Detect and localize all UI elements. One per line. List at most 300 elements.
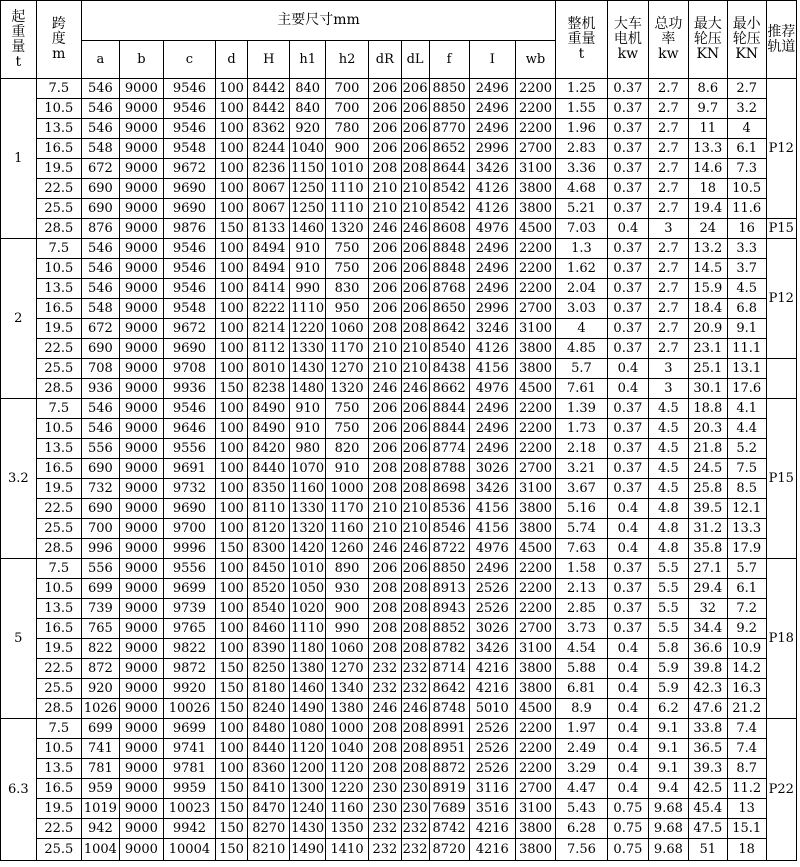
table-cell: 780: [325, 119, 368, 139]
table-row: [1, 579, 797, 599]
table-cell: 2.7: [648, 139, 688, 159]
table-cell: 8442: [248, 99, 290, 119]
table-cell: 210: [401, 519, 429, 539]
table-cell: 19.5: [36, 319, 81, 339]
table-cell: 3026: [469, 619, 515, 639]
table-cell: 16.5: [36, 299, 81, 319]
table-cell: 10004: [164, 839, 216, 861]
table-cell: 5.5: [648, 599, 688, 619]
table-cell: 8.7: [727, 759, 766, 779]
table-cell: 100: [215, 419, 247, 439]
table-cell: 7.3: [727, 159, 766, 179]
table-cell: 2996: [469, 139, 515, 159]
table-cell: 9546: [164, 119, 216, 139]
dim-col-f: f: [429, 41, 469, 79]
table-cell: 8844: [429, 419, 469, 439]
table-cell: 100: [215, 199, 247, 219]
table-cell: 6.8: [727, 299, 766, 319]
table-cell: 3026: [469, 459, 515, 479]
table-cell: 9.1: [648, 739, 688, 759]
table-cell: 1.97: [556, 719, 608, 739]
table-cell: 0.37: [607, 279, 648, 299]
table-cell: 1160: [290, 479, 326, 499]
table-cell: 750: [325, 419, 368, 439]
table-cell: 2.7: [648, 339, 688, 359]
table-cell: 2.7: [648, 259, 688, 279]
table-cell: 9741: [164, 739, 216, 759]
table-cell: 700: [81, 519, 119, 539]
table-cell: 9000: [119, 139, 163, 159]
table-cell: 9000: [119, 499, 163, 519]
table-row: [1, 259, 797, 279]
table-cell: 9000: [119, 759, 163, 779]
table-cell: 210: [369, 499, 401, 519]
table-cell: 2.7: [648, 179, 688, 199]
table-cell: 9.68: [648, 799, 688, 819]
table-cell: 1.39: [556, 399, 608, 419]
table-cell: 9.1: [648, 719, 688, 739]
table-cell: 1380: [290, 659, 326, 679]
spec-table-body: [1, 79, 797, 861]
table-cell: 548: [81, 299, 119, 319]
table-cell: 7.5: [36, 719, 81, 739]
table-cell: 100: [215, 559, 247, 579]
table-cell: 4976: [469, 379, 515, 399]
table-row: [1, 119, 797, 139]
table-cell: 890: [325, 559, 368, 579]
table-cell: 8850: [429, 79, 469, 99]
table-cell: 21.2: [727, 699, 766, 719]
table-cell: 546: [81, 99, 119, 119]
table-cell: 840: [290, 99, 326, 119]
table-cell: 8852: [429, 619, 469, 639]
table-cell: 232: [401, 839, 429, 861]
table-cell: 1.58: [556, 559, 608, 579]
table-cell: 990: [325, 619, 368, 639]
table-row: [1, 699, 797, 719]
table-cell: 739: [81, 599, 119, 619]
rail-cell: P18: [766, 559, 796, 719]
table-cell: 3800: [515, 339, 555, 359]
table-cell: 9000: [119, 179, 163, 199]
table-cell: 20.3: [688, 419, 727, 439]
table-cell: 2.7: [727, 79, 766, 99]
table-cell: 4.5: [727, 279, 766, 299]
table-cell: 1020: [290, 599, 326, 619]
table-cell: 2526: [469, 599, 515, 619]
table-cell: 7689: [429, 799, 469, 819]
table-cell: 10.5: [727, 179, 766, 199]
table-cell: 24: [688, 219, 727, 239]
table-cell: 2200: [515, 599, 555, 619]
table-row: [1, 399, 797, 419]
table-cell: 1.96: [556, 119, 608, 139]
rail-cell: [766, 359, 796, 399]
table-cell: 2700: [515, 779, 555, 799]
table-cell: 100: [215, 159, 247, 179]
table-cell: 1.55: [556, 99, 608, 119]
table-cell: 8490: [248, 399, 290, 419]
table-cell: 3426: [469, 479, 515, 499]
table-cell: 206: [369, 419, 401, 439]
table-cell: 208: [401, 639, 429, 659]
table-cell: 3100: [515, 639, 555, 659]
table-cell: 3.67: [556, 479, 608, 499]
table-row: [1, 619, 797, 639]
table-cell: 9996: [164, 539, 216, 559]
table-cell: 8540: [248, 599, 290, 619]
table-cell: 750: [325, 399, 368, 419]
table-cell: 51: [688, 839, 727, 861]
table-cell: 4216: [469, 819, 515, 839]
table-cell: 206: [401, 279, 429, 299]
table-cell: 1170: [325, 499, 368, 519]
table-cell: 208: [401, 739, 429, 759]
table-cell: 3800: [515, 659, 555, 679]
table-cell: 8774: [429, 439, 469, 459]
table-cell: 13.5: [36, 599, 81, 619]
table-cell: 750: [325, 239, 368, 259]
table-cell: 0.37: [607, 119, 648, 139]
dim-col-b: b: [119, 41, 163, 79]
table-cell: 1120: [290, 739, 326, 759]
table-cell: 1170: [325, 339, 368, 359]
table-cell: 8642: [429, 319, 469, 339]
table-cell: 840: [290, 79, 326, 99]
table-cell: 1490: [290, 699, 326, 719]
table-cell: 8788: [429, 459, 469, 479]
table-cell: 8850: [429, 99, 469, 119]
table-cell: 232: [369, 839, 401, 861]
table-cell: 546: [81, 419, 119, 439]
table-cell: 9.2: [727, 619, 766, 639]
table-cell: 206: [401, 239, 429, 259]
table-cell: 150: [215, 799, 247, 819]
table-cell: 1300: [290, 779, 326, 799]
motor-header: 大车 电机 kw: [607, 1, 648, 79]
table-cell: 8848: [429, 239, 469, 259]
table-cell: 1040: [325, 739, 368, 759]
table-cell: 8642: [429, 679, 469, 699]
table-cell: 22.5: [36, 339, 81, 359]
table-cell: 8.6: [688, 79, 727, 99]
table-cell: 100: [215, 79, 247, 99]
table-cell: 4126: [469, 339, 515, 359]
table-cell: 3516: [469, 799, 515, 819]
table-cell: 4.47: [556, 779, 608, 799]
table-cell: 0.4: [607, 779, 648, 799]
table-cell: 16.5: [36, 779, 81, 799]
table-cell: 39.5: [688, 499, 727, 519]
table-cell: 0.37: [607, 339, 648, 359]
table-cell: 8720: [429, 839, 469, 861]
table-cell: 25.5: [36, 679, 81, 699]
table-cell: 2496: [469, 259, 515, 279]
table-cell: 0.4: [607, 219, 648, 239]
table-cell: 10.5: [36, 259, 81, 279]
table-cell: 15.1: [727, 819, 766, 839]
table-cell: 4976: [469, 219, 515, 239]
table-row: [1, 839, 797, 861]
table-cell: 9672: [164, 319, 216, 339]
table-cell: 208: [401, 759, 429, 779]
table-cell: 25.8: [688, 479, 727, 499]
table-cell: 9000: [119, 239, 163, 259]
table-cell: 208: [369, 319, 401, 339]
table-cell: 1004: [81, 839, 119, 861]
table-cell: 8442: [248, 79, 290, 99]
table-cell: 2496: [469, 399, 515, 419]
table-cell: 13.5: [36, 759, 81, 779]
table-cell: 208: [401, 619, 429, 639]
table-cell: 22.5: [36, 819, 81, 839]
table-cell: 3800: [515, 199, 555, 219]
table-cell: 8238: [248, 379, 290, 399]
table-cell: 18.8: [688, 399, 727, 419]
table-cell: 0.37: [607, 439, 648, 459]
table-cell: 150: [215, 379, 247, 399]
table-cell: 206: [369, 299, 401, 319]
table-cell: 8540: [429, 339, 469, 359]
table-cell: 2.49: [556, 739, 608, 759]
table-cell: 2200: [515, 739, 555, 759]
table-cell: 208: [369, 639, 401, 659]
table-cell: 22.5: [36, 659, 81, 679]
table-cell: 5.43: [556, 799, 608, 819]
table-cell: 9000: [119, 539, 163, 559]
table-cell: 741: [81, 739, 119, 759]
table-cell: 9690: [164, 199, 216, 219]
table-cell: 1110: [325, 179, 368, 199]
table-cell: 3100: [515, 319, 555, 339]
table-cell: 4976: [469, 539, 515, 559]
table-cell: 942: [81, 819, 119, 839]
table-cell: 210: [369, 179, 401, 199]
table-cell: 210: [401, 359, 429, 379]
table-cell: 732: [81, 479, 119, 499]
table-cell: 990: [290, 279, 326, 299]
table-cell: 9708: [164, 359, 216, 379]
table-cell: 700: [325, 99, 368, 119]
table-cell: 0.37: [607, 259, 648, 279]
table-cell: 16: [727, 219, 766, 239]
table-cell: 2496: [469, 119, 515, 139]
table-cell: 208: [401, 599, 429, 619]
table-cell: 206: [401, 99, 429, 119]
table-cell: 1410: [325, 839, 368, 861]
table-cell: 100: [215, 359, 247, 379]
table-cell: 9000: [119, 379, 163, 399]
table-cell: 9646: [164, 419, 216, 439]
table-cell: 246: [401, 379, 429, 399]
table-cell: 10.9: [727, 639, 766, 659]
table-cell: 21.8: [688, 439, 727, 459]
table-cell: 0.4: [607, 759, 648, 779]
table-cell: 8650: [429, 299, 469, 319]
table-cell: 10.5: [36, 99, 81, 119]
table-cell: 8440: [248, 739, 290, 759]
table-cell: 19.4: [688, 199, 727, 219]
table-cell: 9920: [164, 679, 216, 699]
table-cell: 1050: [290, 579, 326, 599]
table-cell: 546: [81, 239, 119, 259]
capacity-cell: 5: [1, 559, 37, 719]
table-row: [1, 279, 797, 299]
table-cell: 4500: [515, 539, 555, 559]
table-cell: 18: [727, 839, 766, 861]
table-row: [1, 539, 797, 559]
table-cell: 0.4: [607, 499, 648, 519]
table-cell: 9.4: [648, 779, 688, 799]
table-cell: 8490: [248, 419, 290, 439]
table-cell: 9876: [164, 219, 216, 239]
table-cell: 2200: [515, 719, 555, 739]
table-cell: 8872: [429, 759, 469, 779]
table-cell: 9690: [164, 499, 216, 519]
table-cell: 1.3: [556, 239, 608, 259]
table-cell: 2.7: [648, 239, 688, 259]
table-cell: 100: [215, 399, 247, 419]
table-cell: 0.37: [607, 419, 648, 439]
table-row: [1, 739, 797, 759]
table-cell: 206: [369, 559, 401, 579]
table-cell: 42.3: [688, 679, 727, 699]
table-cell: 232: [369, 679, 401, 699]
table-cell: 150: [215, 219, 247, 239]
table-cell: 0.37: [607, 79, 648, 99]
table-row: [1, 239, 797, 259]
table-cell: 4.8: [648, 519, 688, 539]
table-cell: 708: [81, 359, 119, 379]
table-cell: 8714: [429, 659, 469, 679]
table-cell: 936: [81, 379, 119, 399]
table-cell: 4500: [515, 219, 555, 239]
table-cell: 9690: [164, 179, 216, 199]
table-cell: 1040: [290, 139, 326, 159]
table-cell: 3100: [515, 159, 555, 179]
table-cell: 100: [215, 139, 247, 159]
table-cell: 28.5: [36, 379, 81, 399]
table-cell: 2496: [469, 419, 515, 439]
table-cell: 9959: [164, 779, 216, 799]
table-cell: 8644: [429, 159, 469, 179]
table-cell: 8782: [429, 639, 469, 659]
table-cell: 9691: [164, 459, 216, 479]
table-cell: 8210: [248, 839, 290, 861]
table-cell: 9942: [164, 819, 216, 839]
table-cell: 8362: [248, 119, 290, 139]
main-dimensions-header: 主要尺寸mm: [81, 1, 555, 41]
table-cell: 4.85: [556, 339, 608, 359]
table-cell: 100: [215, 499, 247, 519]
table-cell: 45.4: [688, 799, 727, 819]
table-row: [1, 99, 797, 119]
table-cell: 1000: [325, 479, 368, 499]
table-cell: 3800: [515, 519, 555, 539]
table-cell: 8480: [248, 719, 290, 739]
table-cell: 100: [215, 339, 247, 359]
table-cell: 232: [369, 659, 401, 679]
table-cell: 6.1: [727, 579, 766, 599]
table-cell: 8350: [248, 479, 290, 499]
table-cell: 0.37: [607, 399, 648, 419]
table-cell: 2.7: [648, 159, 688, 179]
table-cell: 22.5: [36, 179, 81, 199]
table-cell: 8067: [248, 199, 290, 219]
table-cell: 690: [81, 199, 119, 219]
rail-cell: P15: [766, 399, 796, 559]
table-cell: 206: [401, 559, 429, 579]
table-cell: 5.5: [648, 619, 688, 639]
table-cell: 8270: [248, 819, 290, 839]
table-cell: 8991: [429, 719, 469, 739]
table-cell: 9000: [119, 799, 163, 819]
table-cell: 690: [81, 179, 119, 199]
table-cell: 0.75: [607, 839, 648, 861]
table-cell: 1460: [290, 679, 326, 699]
table-cell: 7.56: [556, 839, 608, 861]
table-cell: 3.29: [556, 759, 608, 779]
table-cell: 208: [401, 159, 429, 179]
table-cell: 10023: [164, 799, 216, 819]
table-cell: 100: [215, 579, 247, 599]
table-cell: 23.1: [688, 339, 727, 359]
table-cell: 9000: [119, 119, 163, 139]
table-row: [1, 759, 797, 779]
table-cell: 18.4: [688, 299, 727, 319]
table-cell: 4.4: [727, 419, 766, 439]
table-cell: 1080: [290, 719, 326, 739]
rail-header: 推荐 轨道: [766, 1, 796, 79]
table-cell: 1240: [290, 799, 326, 819]
table-cell: 1250: [290, 199, 326, 219]
table-cell: 9000: [119, 459, 163, 479]
table-cell: 18: [688, 179, 727, 199]
table-cell: 19.5: [36, 159, 81, 179]
table-cell: 4216: [469, 659, 515, 679]
table-cell: 16.5: [36, 619, 81, 639]
table-cell: 8450: [248, 559, 290, 579]
table-cell: 3.73: [556, 619, 608, 639]
table-cell: 232: [369, 819, 401, 839]
table-cell: 9000: [119, 779, 163, 799]
table-cell: 1010: [325, 159, 368, 179]
table-row: [1, 359, 797, 379]
table-cell: 1250: [290, 179, 326, 199]
table-cell: 0.4: [607, 519, 648, 539]
table-cell: 9000: [119, 719, 163, 739]
table-cell: 9822: [164, 639, 216, 659]
table-cell: 9000: [119, 679, 163, 699]
table-cell: 4500: [515, 379, 555, 399]
table-cell: 3800: [515, 179, 555, 199]
table-cell: 1270: [325, 359, 368, 379]
table-cell: 19.5: [36, 799, 81, 819]
table-cell: 910: [290, 259, 326, 279]
table-cell: 1270: [325, 659, 368, 679]
table-cell: 2200: [515, 99, 555, 119]
table-cell: 1200: [290, 759, 326, 779]
capacity-cell: 6.3: [1, 719, 37, 861]
table-cell: 150: [215, 699, 247, 719]
table-cell: 17.9: [727, 539, 766, 559]
table-cell: 9699: [164, 719, 216, 739]
table-cell: 556: [81, 559, 119, 579]
table-cell: 8222: [248, 299, 290, 319]
table-row: [1, 819, 797, 839]
table-cell: 5.9: [648, 679, 688, 699]
table-cell: 820: [325, 439, 368, 459]
